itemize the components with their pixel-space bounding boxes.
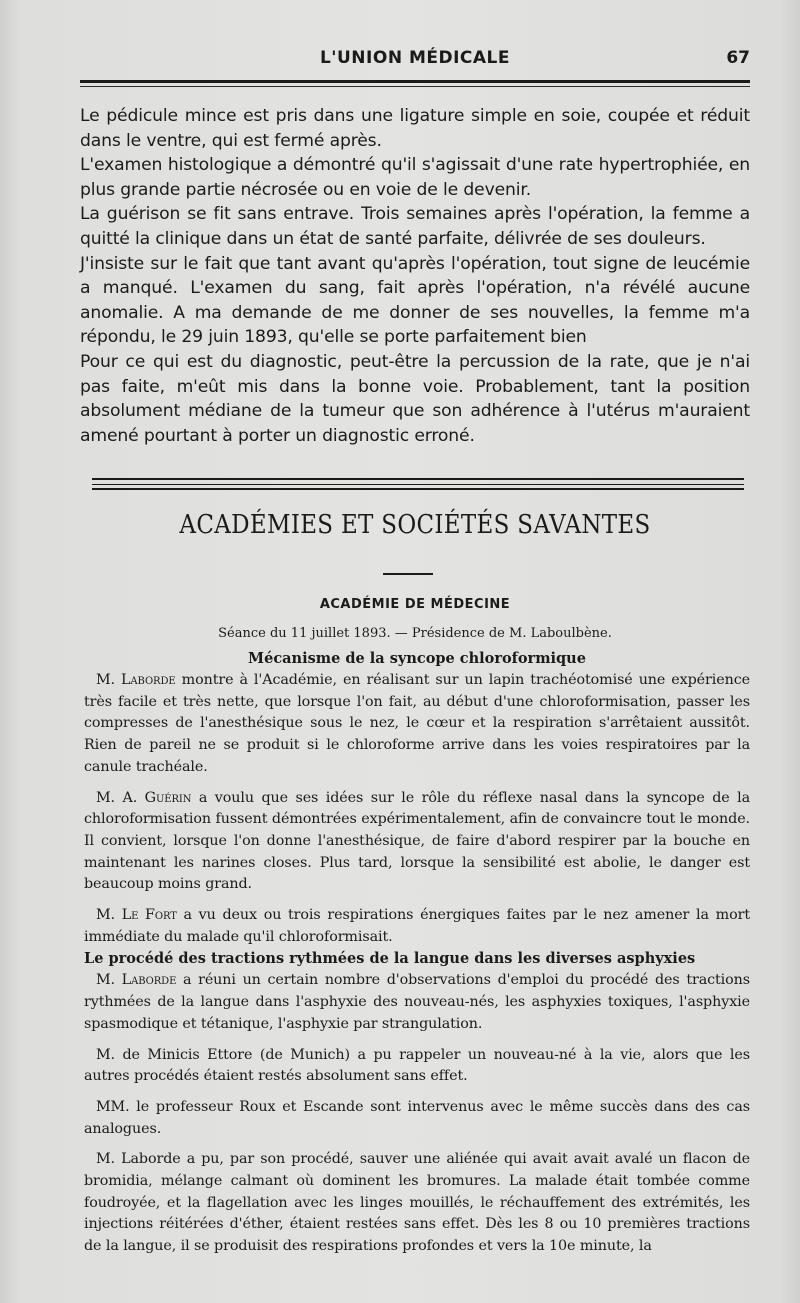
- paragraph: Pour ce qui est du diagnostic, peut-être la percussion de la rate, que je n'ai pas faite, m'eût mis dans la bonne voie. Probablement, tant la position absolument médiane de la tumeur que son adhérence à l'utérus m'auraient amené pourtant à porter un diagnostic erroné.: [80, 351, 750, 446]
- intro-text: [80, 104, 750, 448]
- paragraph-text: M. Laborde a pu, par son procédé, sauver une aliénée qui avait avait avalé un flacon de bromidia, mélange calmant où dominent les bromures. La malade était tombée comme foudroyée, et la flagellation avec les linges mouillés, le réchauffement des extrémités, les injections réitérées d'éther, étaient restées sans effet. Dès les 8 ou 10 premières tractions de la langue, il se produisit des respirations profondes et vers la 10e minute, la: [84, 1151, 750, 1255]
- header-rule: [80, 80, 750, 83]
- section-divider: [92, 488, 744, 490]
- subsection-title: Mécanisme de la syncope chloroformique: [248, 650, 586, 667]
- paragraph-text: a voulu que ses idées sur le rôle du réflexe nasal dans la syncope de la chloroformisation fussent démontrées expérimentalement, afin de convaincre tout le monde. Il convient, lorsque l'on donne l'anesthésique, de faire d'abord respirer par la bouche en maintenant les narines closes. Plus tard, lorsque la sensibilité est abolie, le danger est beaucoup moins grand.: [84, 789, 750, 893]
- paragraph: [84, 1045, 750, 1088]
- paragraph-text: M. de Minicis Ettore (de Munich) a pu rappeler un nouveau-né à la vie, alors que les autres procédés étaient restés absolument sans effet.: [84, 1046, 750, 1085]
- paragraph: [84, 970, 750, 1035]
- paragraph-text: a vu deux ou trois respirations énergiques faites par le nez amener la mort immédiate du malade qu'il chloroformisait.: [84, 907, 750, 945]
- page-number: 67: [726, 48, 750, 68]
- paragraph: La guérison se fit sans entrave. Trois semaines après l'opération, la femme a quitté la clinique dans un état de santé parfaite, délivrée de ses douleurs.: [80, 204, 750, 249]
- paragraph: Le pédicule mince est pris dans une ligature simple en soie, coupée et réduit dans le ventre, qui est fermé après.: [80, 106, 750, 151]
- speaker-name: M. Laborde: [96, 972, 177, 989]
- paragraph-text: MM. le professeur Roux et Escande sont intervenus avec le même succès dans des cas analogues.: [84, 1098, 750, 1137]
- subsection-title: Le procédé des tractions rythmées de la langue dans les diverses asphyxies: [84, 950, 696, 968]
- session-line: Séance du 11 juillet 1893. — Présidence de M. Laboulbène.: [218, 626, 612, 641]
- paragraph: [84, 670, 750, 779]
- section-title: ACADÉMIES ET SOCIÉTÉS SAVANTES: [179, 510, 651, 540]
- paragraph: [84, 1097, 750, 1140]
- section-divider: [92, 484, 744, 485]
- speaker-name: M. Laborde: [96, 672, 176, 688]
- title-underline: [383, 573, 433, 575]
- proceedings-text: [84, 648, 750, 1258]
- running-head: [80, 48, 750, 72]
- journal-title: L'UNION MÉDICALE: [319, 48, 511, 68]
- paragraph: [84, 788, 750, 897]
- academy-heading: ACADÉMIE DE MÉDECINE: [319, 597, 511, 612]
- paragraph: L'examen histologique a démontré qu'il s'agissait d'une rate hypertrophiée, en plus grande partie nécrosée ou en voie de le devenir.: [80, 155, 750, 200]
- speaker-name: M. A. Guérin: [96, 789, 192, 806]
- paragraph-text: montre à l'Académie, en réalisant sur un lapin trachéotomisé une expérience très facile et très nette, que lorsque l'on fait, au début d'une chloroformisation, passer les compresses de l'anesthésique sous le nez, le cœur et la respiration s'arrêtaient aussitôt. Rien de pareil ne se produit si le chloroforme arrive dans les voies respiratoires par la canule trachéale.: [84, 672, 750, 775]
- header-rule-thin: [80, 86, 750, 87]
- paragraph: [84, 1149, 750, 1258]
- speaker-name: M. Le Fort: [96, 907, 177, 924]
- paragraph-text: a réuni un certain nombre d'observations d'emploi du procédé des tractions rythmées de la langue dans l'asphyxie des nouveau-nés, les asphyxies toxiques, l'asphyxie spasmodique et tétanique, l'asphyxie par strangulation.: [84, 972, 750, 1032]
- section-divider: [92, 478, 744, 480]
- paragraph: J'insiste sur le fait que tant avant qu'après l'opération, tout signe de leucémie a manqué. L'examen du sang, fait après l'opération, n'a révélé aucune anomalie. A ma demande de me donner de ses nouvelles, la femme m'a répondu, le 29 juin 1893, qu'elle se porte parfaitement bien: [80, 253, 750, 348]
- paragraph: [84, 905, 750, 948]
